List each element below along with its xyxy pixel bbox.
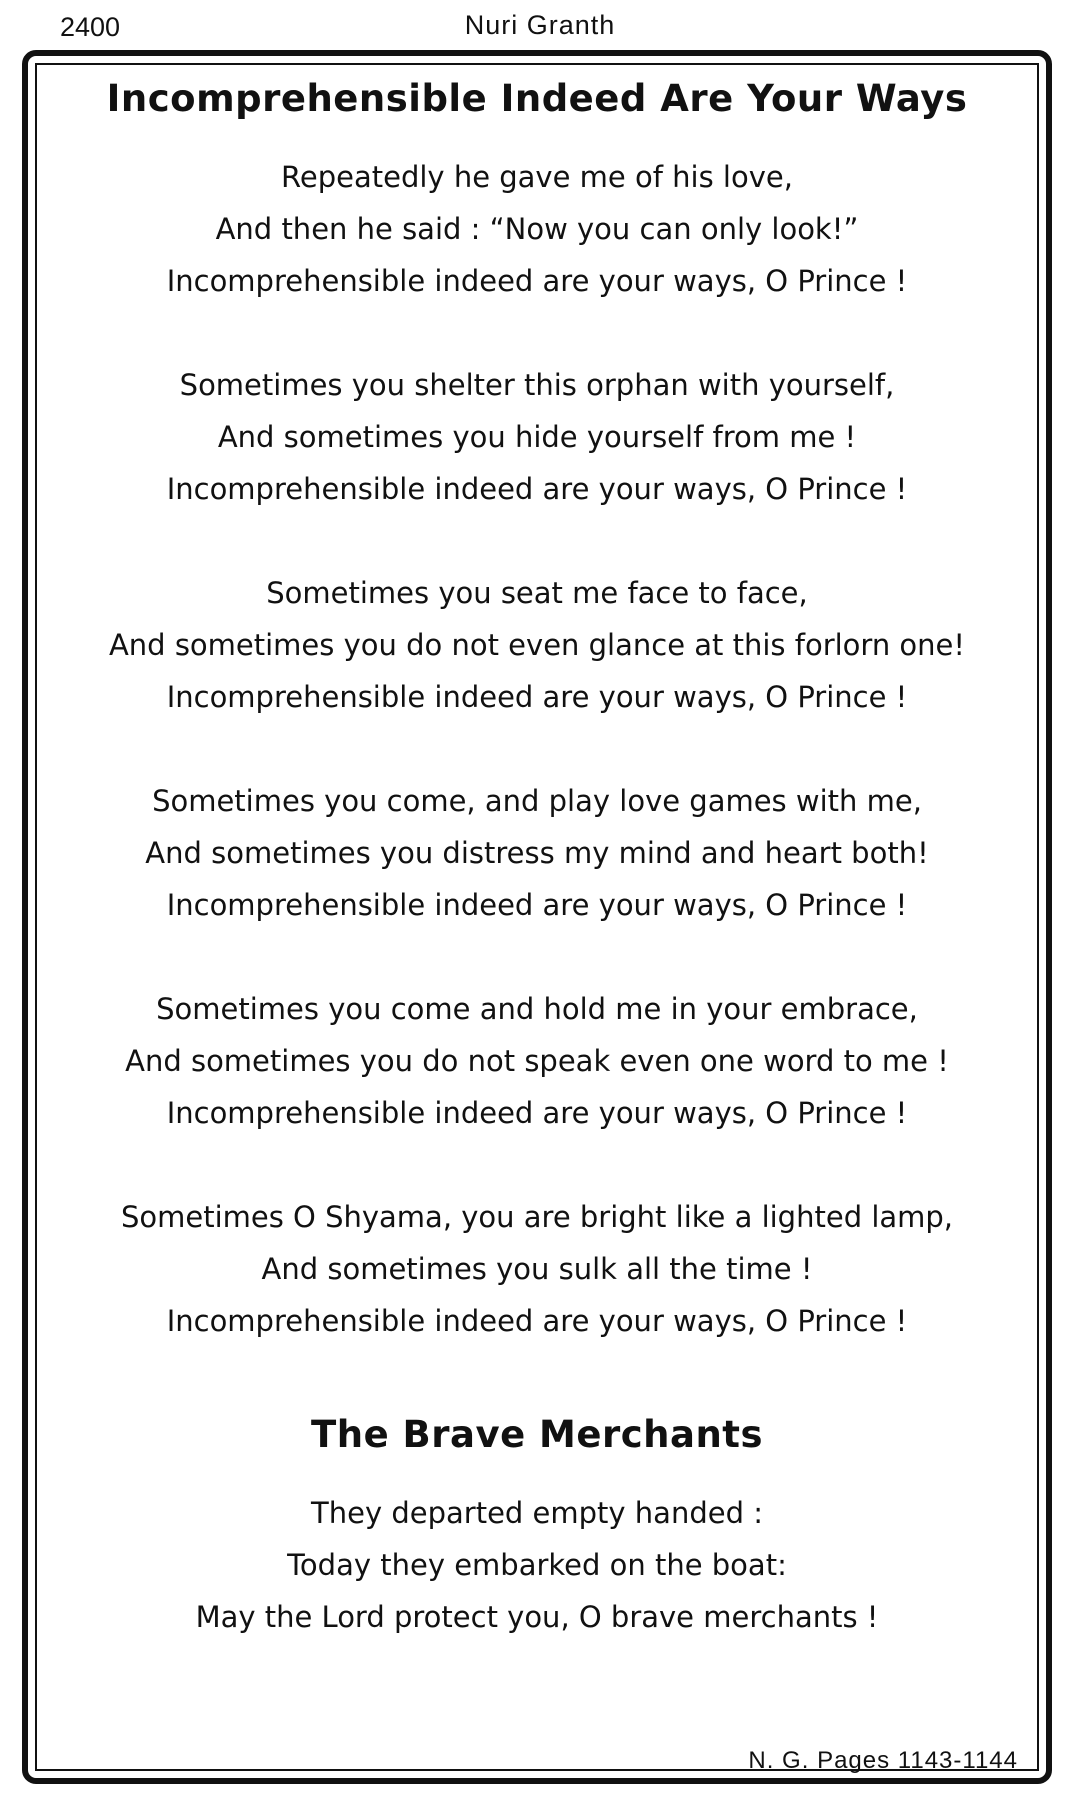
poem-title-2: The Brave Merchants <box>310 1413 764 1456</box>
stanza-2 <box>37 359 1037 515</box>
poem-line: Incomprehensible indeed are your ways, O Prince ! <box>166 888 908 922</box>
poem-line: And sometimes you do not even glance at this forlorn one! <box>108 628 966 662</box>
stanza-merchants <box>37 1487 1037 1643</box>
stanza-6 <box>37 1191 1037 1347</box>
poem-line: Repeatedly he gave me of his love, <box>281 160 793 194</box>
poem-line: Sometimes you seat me face to face, <box>266 576 808 610</box>
poem-title-1: Incomprehensible Indeed Are Your Ways <box>106 77 968 120</box>
poem-line: They departed empty handed : <box>311 1496 763 1530</box>
poem-line: Incomprehensible indeed are your ways, O Prince ! <box>166 472 908 506</box>
poem-line: Sometimes you come and hold me in your embrace, <box>156 992 918 1026</box>
poem-line: Today they embarked on the boat: <box>287 1548 787 1582</box>
running-title: Nuri Granth <box>464 10 616 40</box>
poem-line: Incomprehensible indeed are your ways, O Prince ! <box>166 264 908 298</box>
page-reference: N. G. Pages 1143-1144 <box>748 1747 1018 1774</box>
stanza-1 <box>37 151 1037 307</box>
poem-line: And sometimes you do not speak even one word to me ! <box>125 1044 949 1078</box>
poem-line: Incomprehensible indeed are your ways, O Prince ! <box>166 1304 908 1338</box>
poem-line: Incomprehensible indeed are your ways, O Prince ! <box>166 1096 908 1130</box>
page-content <box>37 65 1037 1769</box>
stanza-4 <box>37 775 1037 931</box>
poem-line: Sometimes you come, and play love games with me, <box>152 784 922 818</box>
stanza-3 <box>37 567 1037 723</box>
poem-line: Incomprehensible indeed are your ways, O Prince ! <box>166 680 908 714</box>
poem-line: Sometimes you shelter this orphan with yourself, <box>179 368 895 402</box>
poem-line: And sometimes you sulk all the time ! <box>261 1252 813 1286</box>
page-header <box>0 8 1080 48</box>
poem-line: And sometimes you hide yourself from me ! <box>217 420 857 454</box>
poem-line: And then he said : “Now you can only look!” <box>215 212 859 246</box>
stanza-5 <box>37 983 1037 1139</box>
poem-line: May the Lord protect you, O brave merchants ! <box>195 1600 879 1634</box>
poem-line: And sometimes you distress my mind and heart both! <box>145 836 929 870</box>
poem-line: Sometimes O Shyama, you are bright like a lighted lamp, <box>120 1200 954 1234</box>
page-number: 2400 <box>60 12 121 42</box>
